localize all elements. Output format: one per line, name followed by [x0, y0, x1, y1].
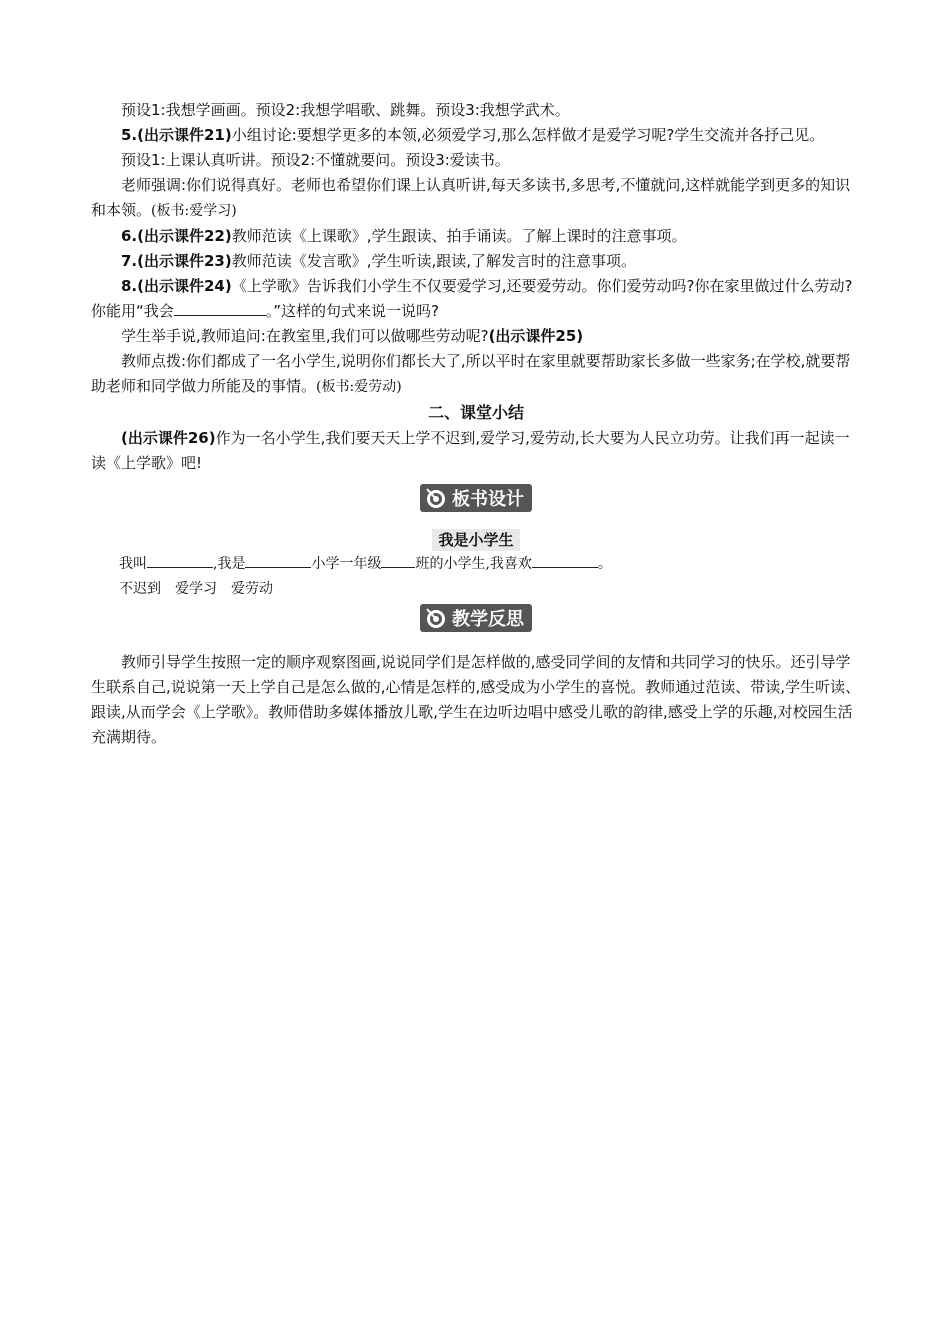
step-7-text: 教师范读《发言歌》,学生听读,跟读,了解发言时的注意事项。 — [231, 252, 637, 270]
preset-line-1: 预设1:我想学画画。预设2:我想学唱歌、跳舞。预设3:我想学武术。 — [121, 101, 570, 119]
step-8-text-a: 《上学歌》告诉我们小学生不仅要爱学习,还要爱劳动。你们爱劳动吗?你在家里做过什么劳动?你能用“我会 — [91, 277, 853, 320]
step-5-paragraph — [91, 123, 861, 148]
step-8-label: 8.(出示课件24) — [121, 277, 232, 295]
keyword-love-study: 爱学习 — [175, 581, 217, 597]
target-icon — [424, 486, 448, 510]
summary-text: 作为一名小学生,我们要天天上学不迟到,爱学习,爱劳动,长大要为人民立功劳。让我们再一起读一读《上学歌》吧! — [91, 429, 850, 472]
teacher-emphasis-text: 老师强调:你们说得真好。老师也希望你们课上认真听讲,每天多读书,多思考,不懂就问,这样就能学到更多的知识和本领。 — [91, 176, 851, 219]
courseware-25-label: (出示课件25) — [488, 327, 584, 345]
board-note-labor: (板书:爱劳动) — [316, 379, 402, 395]
target-icon — [424, 606, 448, 630]
step-5-text: 小组讨论:要想学更多的本领,必须爱学习,那么怎样做才是爱学习呢?学生交流并各抒己见。 — [231, 126, 825, 144]
blank-school — [245, 553, 311, 568]
board-design-banner-wrap — [91, 484, 861, 514]
step-7-paragraph — [91, 249, 861, 274]
board-title: 我是小学生 — [432, 529, 519, 551]
board-row-d: 班的小学生,我喜欢 — [415, 556, 532, 572]
keyword-on-time: 不迟到 — [119, 581, 161, 597]
section-heading-summary: 二、课堂小结 — [427, 403, 524, 422]
student-answer-text: 学生举手说,教师追问:在教室里,我们可以做哪些劳动呢? — [121, 327, 489, 345]
board-row-c: 小学一年级 — [311, 556, 382, 572]
board-keywords-row — [91, 577, 861, 602]
step-8-paragraph — [91, 274, 861, 324]
reflection-banner-wrap — [91, 604, 861, 634]
teacher-guidance-paragraph — [91, 349, 861, 400]
teacher-guidance-text: 教师点拨:你们都成了一名小学生,说明你们都长大了,所以平时在家里就要帮助家长多做一些家务;在学校,就要帮助老师和同学做力所能及的事情。 — [91, 352, 851, 395]
step-6-text: 教师范读《上课歌》,学生跟读、拍手诵读。了解上课时的注意事项。 — [231, 227, 687, 245]
step-7-label: 7.(出示课件23) — [121, 252, 232, 270]
board-fill-row — [91, 552, 861, 577]
step-8-text-b: 。”这样的句式来说一说吗? — [265, 302, 440, 320]
board-note-study: (板书:爱学习) — [151, 203, 237, 219]
blank-name — [147, 553, 213, 568]
board-row-a: 我叫 — [119, 556, 147, 572]
board-design-banner — [420, 484, 532, 512]
blank-class — [381, 553, 415, 568]
courseware-26-label: (出示课件26) — [121, 429, 216, 447]
board-design-banner-text: 板书设计 — [452, 489, 524, 510]
step-6-paragraph — [91, 224, 861, 249]
student-answer-paragraph — [91, 324, 861, 349]
board-row-e: 。 — [597, 556, 612, 572]
board-row-b: ,我是 — [213, 556, 246, 572]
step-5-label: 5.(出示课件21) — [121, 126, 232, 144]
step-6-label: 6.(出示课件22) — [121, 227, 232, 245]
blank-like — [532, 553, 598, 568]
reflection-paragraph: 教师引导学生按照一定的顺序观察图画,说说同学们是怎样做的,感受同学间的友情和共同学习的快乐。还引导学生联系自己,说说第一天上学自己是怎么做的,心情是怎样的,感受成为小学生的喜悦。教师通过范读、带读,学生听读、跟读,从而学会《上学歌》。教师借助多媒体播放儿歌,学生在边听边唱中感受儿歌的韵律,感受上学的乐趣,对校园生活充满期待。 — [91, 653, 861, 746]
preset-line-2: 预设1:上课认真听讲。预设2:不懂就要问。预设3:爱读书。 — [121, 151, 510, 169]
teacher-emphasis-paragraph — [91, 173, 861, 224]
keyword-love-labor: 爱劳动 — [231, 581, 273, 597]
reflection-banner-text: 教学反思 — [452, 609, 524, 630]
board-title-wrap — [91, 528, 861, 552]
reflection-banner — [420, 604, 532, 632]
document-page — [91, 98, 861, 750]
summary-paragraph — [91, 426, 861, 476]
fill-blank — [174, 301, 266, 316]
